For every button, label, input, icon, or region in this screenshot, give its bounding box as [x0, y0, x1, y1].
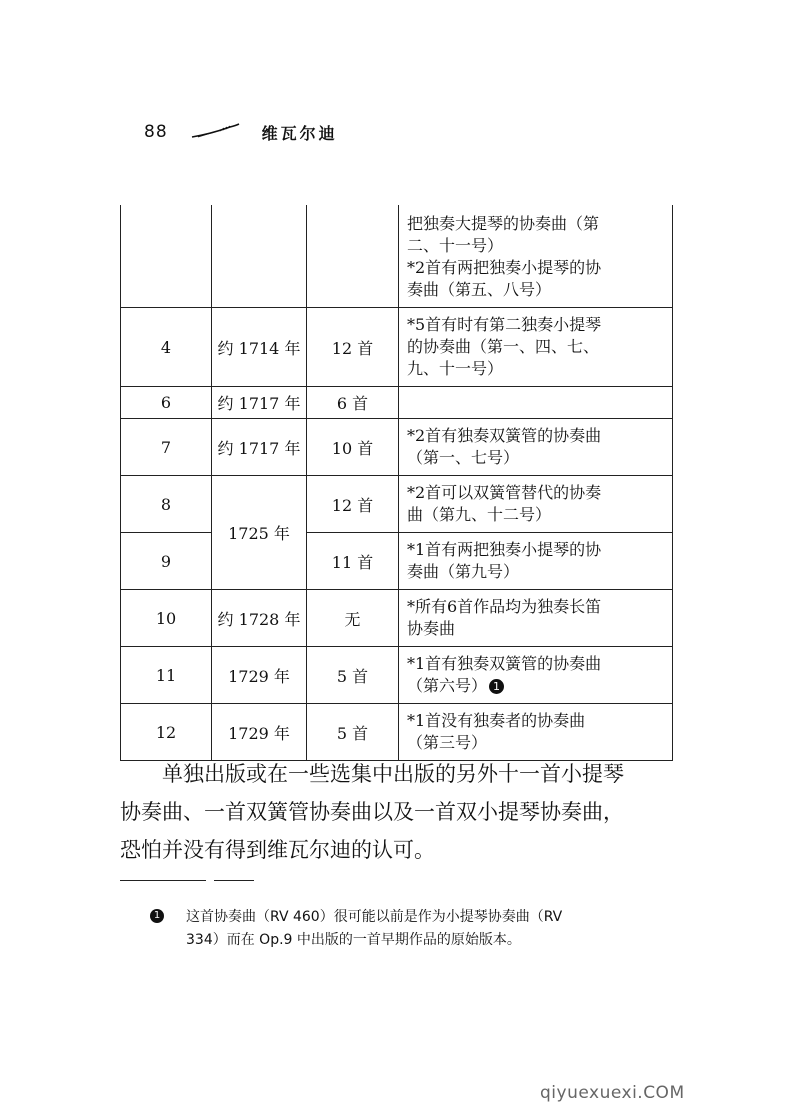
body-paragraph — [120, 755, 680, 869]
count-cell: 10 首 — [307, 419, 399, 476]
notes-cell — [399, 205, 673, 308]
note-line-text: （第六号） — [407, 676, 488, 695]
year-cell: 约 1728 年 — [212, 590, 307, 647]
note-line: *1首有独奏双簧管的协奏曲 — [407, 654, 602, 673]
table-row — [121, 205, 673, 308]
paragraph-line: 协奏曲、一首双簧管协奏曲以及一首双小提琴协奏曲， — [120, 800, 624, 824]
quill-flourish-icon — [190, 123, 240, 141]
year-cell: 1729 年 — [212, 704, 307, 761]
count-cell: 12 首 — [307, 308, 399, 387]
running-title: 维瓦尔迪 — [261, 123, 338, 143]
count-cell: 6 首 — [307, 387, 399, 419]
opus-number: 7 — [121, 419, 212, 476]
opus-number: 10 — [121, 590, 212, 647]
note-line: 二、十一号） — [407, 236, 504, 255]
opus-number: 9 — [121, 533, 212, 590]
opus-number: 8 — [121, 476, 212, 533]
table-row — [121, 647, 673, 704]
notes-cell — [399, 308, 673, 387]
note-line: 协奏曲 — [407, 619, 456, 638]
note-line: *1首有两把独奏小提琴的协 — [407, 540, 602, 559]
page-header — [144, 118, 338, 146]
notes-cell — [399, 419, 673, 476]
note-line: 奏曲（第五、八号） — [407, 280, 552, 299]
notes-cell — [399, 476, 673, 533]
notes-cell — [399, 590, 673, 647]
table-row — [121, 533, 673, 590]
count-cell: 5 首 — [307, 704, 399, 761]
opus-number: 6 — [121, 387, 212, 419]
footnote — [150, 906, 680, 952]
table-cell — [212, 205, 307, 308]
note-line: 奏曲（第九号） — [407, 562, 520, 581]
opus-number: 12 — [121, 704, 212, 761]
note-line: *1首没有独奏者的协奏曲 — [407, 711, 586, 730]
footnote-divider — [120, 880, 254, 881]
table-row — [121, 387, 673, 419]
notes-cell — [399, 533, 673, 590]
note-line: *2首有独奏双簧管的协奏曲 — [407, 426, 602, 445]
table-row — [121, 308, 673, 387]
footnote-line: 334）而在 Op.9 中出版的一首早期作品的原始版本。 — [186, 932, 521, 948]
count-cell: 5 首 — [307, 647, 399, 704]
count-cell: 12 首 — [307, 476, 399, 533]
note-line: （第一、七号） — [407, 448, 520, 467]
count-cell: 11 首 — [307, 533, 399, 590]
notes-cell — [399, 704, 673, 761]
table-row — [121, 590, 673, 647]
year-cell: 约 1717 年 — [212, 387, 307, 419]
footnote-line: 这首协奏曲（RV 460）很可能以前是作为小提琴协奏曲（RV — [186, 909, 563, 925]
note-line: *5首有时有第二独奏小提琴 — [407, 315, 602, 334]
divider-segment — [120, 880, 206, 881]
note-line: 曲（第九、十二号） — [407, 505, 552, 524]
note-line: *2首有两把独奏小提琴的协 — [407, 258, 602, 277]
page-number: 88 — [144, 122, 168, 142]
notes-cell — [399, 387, 673, 419]
notes-cell — [399, 647, 673, 704]
table-row — [121, 476, 673, 533]
table-cell — [121, 205, 212, 308]
opus-number: 4 — [121, 308, 212, 387]
footnote-marker: 1 — [150, 909, 164, 923]
table-cell — [307, 205, 399, 308]
note-line: （第三号） — [407, 733, 488, 752]
year-cell: 1729 年 — [212, 647, 307, 704]
paragraph-line: 恐怕并没有得到维瓦尔迪的认可。 — [120, 838, 435, 862]
note-line — [407, 675, 666, 697]
count-cell: 无 — [307, 590, 399, 647]
year-cell: 约 1717 年 — [212, 419, 307, 476]
table-row — [121, 704, 673, 761]
footnote-reference: 1 — [489, 679, 504, 694]
note-line: *所有6首作品均为独奏长笛 — [407, 597, 602, 616]
works-table — [120, 205, 673, 761]
year-cell: 1725 年 — [212, 476, 307, 590]
note-line: 九、十一号） — [407, 359, 504, 378]
note-line: 把独奏大提琴的协奏曲（第 — [407, 214, 600, 233]
note-line: 的协奏曲（第一、四、七、 — [407, 337, 600, 356]
opus-number: 11 — [121, 647, 212, 704]
year-cell: 约 1714 年 — [212, 308, 307, 387]
divider-segment — [214, 880, 254, 881]
paragraph-line: 单独出版或在一些选集中出版的另外十一首小提琴 — [162, 762, 624, 786]
note-line: *2首可以双簧管替代的协奏 — [407, 483, 602, 502]
table-row — [121, 419, 673, 476]
site-watermark: qiyuexuexi.COM — [540, 1083, 685, 1103]
